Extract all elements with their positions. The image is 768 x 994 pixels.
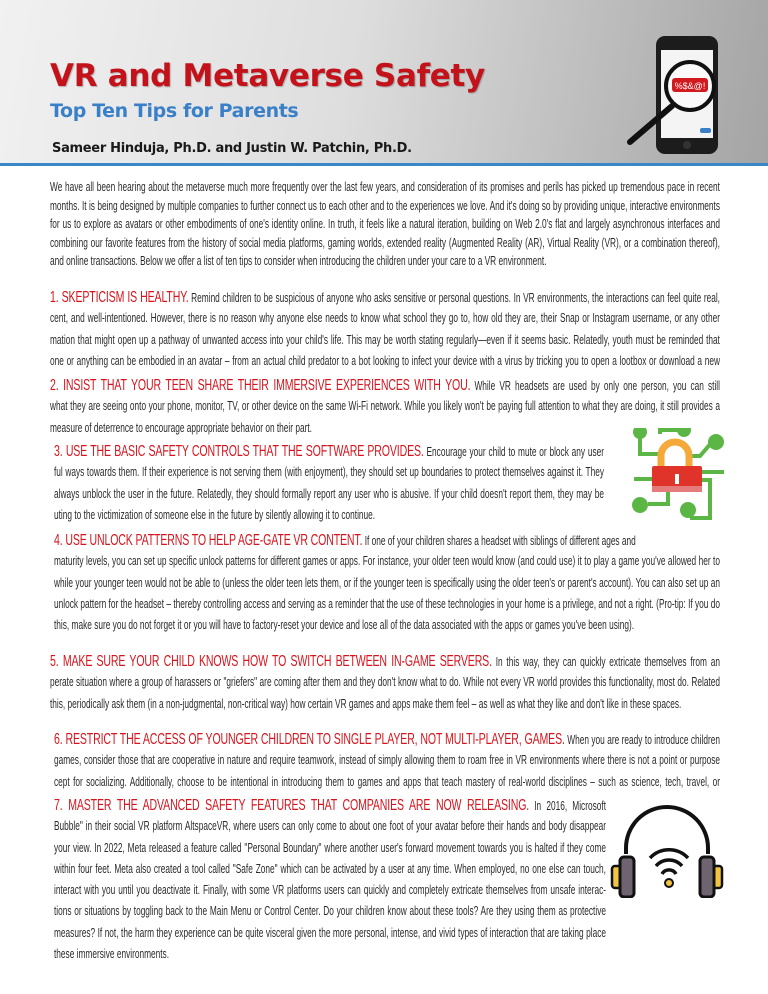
body-text: these immersive environments. (54, 947, 170, 962)
line-scaler (54, 750, 720, 771)
text-line (50, 694, 720, 715)
tip-3 (54, 441, 604, 526)
tip-heading: 4. USE UNLOCK PATTERNS TO HELP AGE-GATE VR CONTENT. (54, 532, 363, 549)
body-text: unlock pattern for the headset – thereby controlling access and serving as a reminder that the use of these technologies in your home is a privilege, and not a right. (Pro-tip: If you do (54, 596, 720, 611)
text-line (54, 944, 606, 965)
text-line (54, 901, 606, 922)
padlock-circuit-icon (612, 428, 738, 528)
line-scaler (50, 351, 720, 372)
text-line (50, 672, 720, 693)
body-text: In 2016, Microsoft (534, 799, 606, 813)
text-line (50, 252, 720, 271)
line-scaler (54, 838, 606, 859)
text-line (54, 573, 720, 594)
text-line (54, 816, 606, 837)
header-banner (0, 0, 768, 163)
text-line (54, 859, 606, 880)
line-scaler (50, 651, 720, 672)
body-text: this, make sure you do not forget it or you will have to factory-reset your device and lose all of the data associated with the apps or games you've been using). (54, 618, 635, 633)
line-scaler (50, 694, 720, 715)
text-line (50, 287, 720, 308)
body-text: ful ways towards them. If their experience is not serving them (with enjoyment), they should set up boundaries to protect themselves against it. They (54, 465, 604, 480)
text-line (50, 234, 720, 253)
body-text: games, consider those that are cooperative in nature and require teamwork, instead of simply allowing them to roam free in VR environments where there is not a point or purpose (54, 753, 720, 768)
text-line (54, 441, 604, 462)
text-line (54, 750, 720, 771)
body-text: measure of deterrence to encourage appropriate behavior on their part. (50, 420, 312, 435)
line-scaler (54, 795, 606, 816)
text-line (50, 375, 720, 396)
tip-7 (54, 795, 606, 965)
body-text: your view. In 2022, Meta released a feature called "Personal Boundary" where another user's forward movement towards you is halted if they come (54, 840, 606, 855)
text-line (54, 838, 606, 859)
body-text: what they are seeing onto your phone, monitor, TV, or other device on the same Wi-Fi network. While you likely won't be paying full attention to what they are doing, it still provides a (50, 399, 720, 414)
tip-5 (50, 651, 720, 715)
body-text: months. It is being designed by multiple companies to further connect us to each other and to the experiences we love. And it's doing so by providing unique, interactive environments (50, 198, 720, 213)
line-scaler (54, 505, 604, 526)
body-text: We have all been hearing about the metaverse much more frequently over the last few years, and consideration of its promises and perils has picked up tremendous pace in recent (50, 180, 720, 194)
line-scaler (50, 375, 720, 396)
text-line (50, 330, 720, 351)
body-text: within four feet. Meta also created a tool called "Safe Zone" which can be activated by a user at any time. When employed, no one else can touch, (54, 861, 606, 876)
line-scaler (50, 308, 720, 329)
tip-heading: 3. USE THE BASIC SAFETY CONTROLS THAT THE SOFTWARE PROVIDES. (54, 443, 424, 460)
line-scaler (54, 923, 606, 944)
body-text: combining our favorite features from the history of social media platforms, gaming worlds, extended reality (Augmented Reality (AR), Virtual Reality (VR), or a combination thereof), (50, 235, 720, 250)
phone-bubble-text: %$&@! (674, 81, 706, 91)
body-text: and online transactions. Below we offer a list of ten tips to consider when introducing the children under your care to a VR environment. (50, 254, 547, 269)
body-text: this, periodically ask them (in a non-judgmental, non-critical way) how certain VR games and apps make them feel – as well as what they like and don't like in these spaces. (50, 696, 682, 711)
tip-1 (50, 287, 720, 372)
line-scaler (50, 330, 720, 351)
line-scaler (50, 178, 720, 197)
line-scaler (50, 234, 720, 253)
text-line (50, 651, 720, 672)
page-subtitle: Top Ten Tips for Parents (50, 100, 299, 122)
line-scaler (50, 672, 720, 693)
body-text: perate situation where a group of harassers or "griefers" are coming after them and they don't know what to do. While not every VR world provides this functionality, most do. Related (50, 675, 720, 690)
body-text: always unblock the user in the future. Relatedly, they should formally report any user who is abusive. If your child doesn't report them, they may be (54, 486, 604, 501)
line-scaler (54, 859, 606, 880)
line-scaler (54, 484, 604, 505)
text-line (54, 615, 720, 636)
line-scaler (54, 615, 720, 636)
body-text: for us to explore as avatars or other embodiments of one's identity online. In truth, it feels like a natural iteration, building on Web 2.0's flat and largely asynchronous interfaces and (50, 217, 720, 232)
text-line (54, 530, 720, 551)
line-scaler (54, 944, 606, 965)
tip-heading: 2. INSIST THAT YOUR TEEN SHARE THEIR IMMERSIVE EXPERIENCES WITH YOU. (50, 377, 471, 394)
tip-heading: 1. SKEPTICISM IS HEALTHY. (50, 289, 189, 306)
body-text: While VR headsets are used by only one person, you can still (474, 379, 720, 393)
text-line (54, 729, 720, 750)
tip-heading: 5. MAKE SURE YOUR CHILD KNOWS HOW TO SWITCH BETWEEN IN-GAME SERVERS. (50, 653, 492, 670)
text-line (54, 484, 604, 505)
text-line (54, 795, 606, 816)
body-text: If one of your children shares a headset with siblings of different ages and (364, 534, 636, 548)
body-text: Remind children to be suspicious of anyone who asks sensitive or personal questions. In VR environments, the interactions can feel quite real, (191, 291, 720, 305)
intro-paragraph (50, 178, 720, 271)
text-line (54, 594, 720, 615)
text-line (50, 178, 720, 197)
line-scaler (50, 215, 720, 234)
body-text: measures? If not, the harm they experience can be quite visceral given the more personal, intense, and vivid types of interaction that are taking place (54, 925, 606, 940)
body-text: uting to the victimization of someone else in the future by silently allowing it to continue. (54, 507, 376, 522)
text-line (54, 505, 604, 526)
tip-6 (54, 729, 720, 793)
body-text: Bubble" in their social VR platform AltspaceVR, where users can only come to about one foot of your avatar before their hands and body disappear (54, 819, 606, 834)
line-scaler (54, 441, 604, 462)
authors: Sameer Hinduja, Ph.D. and Justin W. Patchin, Ph.D. (52, 141, 412, 156)
body-text: mation that might open up a pathway of unwanted access into your child's life. This may be worth stating regularly—even if it seems basic. Relatedly, youth must be reminded that (50, 332, 720, 347)
body-text: while your younger teen would not be able to (unless the older teen lets them, or if the younger teen is specifically using the older teen's or parent's account). You can also set up an (54, 575, 720, 590)
line-scaler (54, 816, 606, 837)
text-line (54, 880, 606, 901)
text-line (50, 396, 720, 417)
text-line (50, 197, 720, 216)
line-scaler (50, 287, 720, 308)
line-scaler (54, 573, 720, 594)
body-text: cent, and well-intentioned. However, there is no reason why anyone else needs to know what school they go to, how old they are, their Snap or Instagram username, or any other (50, 311, 720, 326)
line-scaler (54, 901, 606, 922)
header-divider (0, 163, 768, 166)
headphones-wifi-icon (606, 798, 728, 898)
body-text: one or anything can be embodied in an avatar – from an actual child predator to a bot looking to infect your device with a virus by tricking you to open a lootbox or download a new (50, 353, 720, 368)
line-scaler (54, 772, 720, 793)
line-scaler (54, 551, 720, 572)
page-title: VR and Metaverse Safety (50, 58, 485, 94)
body-text: cept for socializing. Additionally, choose to be intentional in introducing them to games and apps that teach mastery of real-world disciplines – such as science, tech, travel, or (54, 774, 720, 789)
line-scaler (50, 197, 720, 216)
text-line (50, 308, 720, 329)
line-scaler (54, 729, 720, 750)
body-text: In this way, they can quickly extricate themselves from an (495, 655, 720, 669)
text-line (50, 215, 720, 234)
line-scaler (54, 594, 720, 615)
line-scaler (54, 462, 604, 483)
tip-heading: 6. RESTRICT THE ACCESS OF YOUNGER CHILDREN TO SINGLE PLAYER, NOT MULTI-PLAYER, GAMES. (54, 731, 565, 748)
body-text: interact with you until you deactivate it. Finally, with some VR platforms users can quickly and completely extricate themselves from unsafe interac- (54, 883, 606, 898)
body-text: maturity levels, you can set up specific unlock patterns for different games or apps. For instance, your older teen would know (and could use) it to play a game you've allowed her to (54, 554, 720, 569)
body-text: tions or situations by toggling back to the Main Menu or Control Center. Do your children know about these tools? Are they using them as protective (54, 904, 606, 919)
phone-magnifier-icon (622, 34, 732, 158)
text-line (54, 462, 604, 483)
text-line (54, 923, 606, 944)
line-scaler (54, 880, 606, 901)
line-scaler (50, 396, 720, 417)
tip-heading: 7. MASTER THE ADVANCED SAFETY FEATURES THAT COMPANIES ARE NOW RELEASING. (54, 797, 530, 814)
text-line (54, 772, 720, 793)
text-line (50, 351, 720, 372)
text-line (54, 551, 720, 572)
tip-4 (54, 530, 720, 636)
line-scaler (50, 252, 720, 271)
body-text: Encourage your child to mute or block any user (426, 445, 604, 459)
line-scaler (54, 530, 720, 551)
body-text: When you are ready to introduce children (567, 733, 720, 747)
